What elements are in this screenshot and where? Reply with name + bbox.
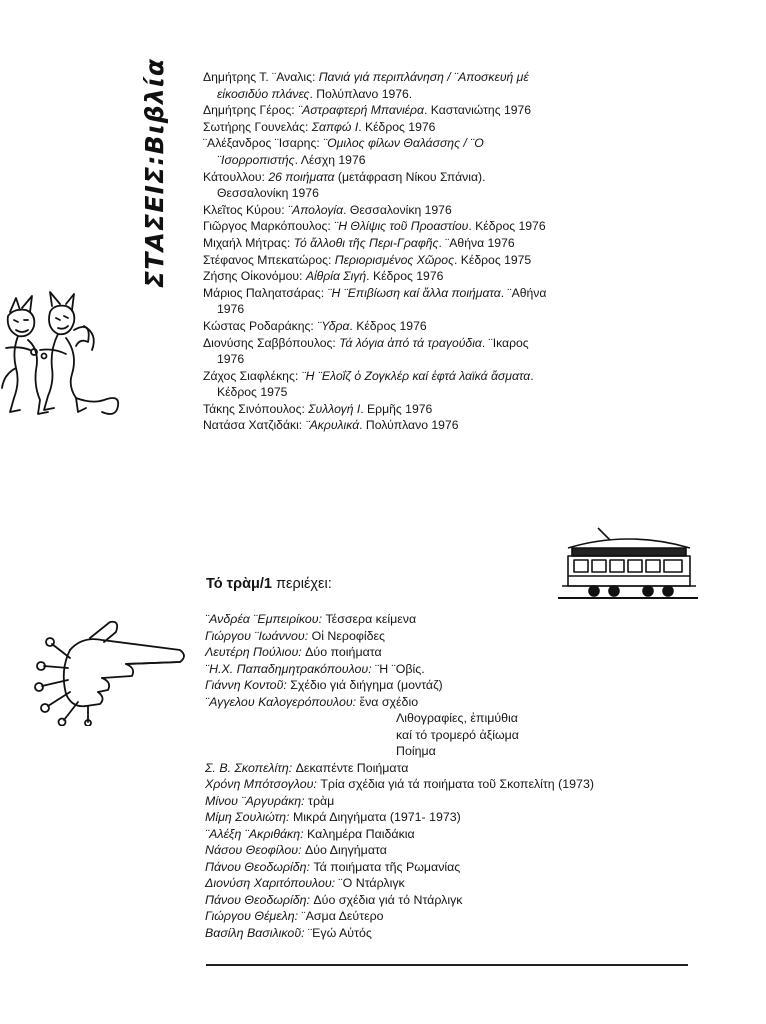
book-entry: Δημήτρης Τ. ¨Αναλις: Πανιά γιά περιπλάνηση / ¨Αποσκευή μέ εἰκοσιδύο πλάνες. Πολύπλανο 1976. bbox=[203, 70, 529, 101]
contents-item: Σ. Β. Σκοπελίτη: Δεκαπέντε Ποιήματα bbox=[205, 760, 409, 775]
book-entry: Ζήσης Οἰκονόμου: Αἰθρία Σιγή. Κέδρος 1976 bbox=[203, 269, 444, 284]
contents-item: ¨Αλέξη ¨Ακριθάκη: Καλημέρα Παιδάκια bbox=[205, 826, 415, 841]
contents-heading: Τό τρὰμ/1 περιέχει: bbox=[206, 576, 332, 592]
contents-item: Βασίλη Βασιλικοῦ: ¨Εγώ Αὐτός bbox=[205, 925, 372, 940]
book-entry: ¨Αλέξανδρος ¨Ισαρης: ¨Ομιλος φίλων Θαλάσσης / ¨Ο ¨Ισορροπιστής. Λέσχη 1976 bbox=[203, 136, 484, 167]
contents-item: ¨Ανδρέα ¨Εμπειρίκου: Τέσσερα κείμενα bbox=[205, 612, 417, 626]
contents-item-continued: καί τό τρομερό ἀξίωμα bbox=[396, 727, 519, 742]
contents-item: Μίνου ¨Αργυράκη: τρὰμ bbox=[205, 793, 335, 808]
contents-item-continued: Ποίημα bbox=[396, 744, 436, 758]
section-title-vertical: ΣΤΑΣΕΙΣ:Βιβλία bbox=[140, 57, 169, 288]
contents-item: Μίμη Σουλιώτη: Μικρά Διηγήματα (1971- 1973) bbox=[205, 810, 461, 824]
book-entry: Μιχαήλ Μήτρας: Τό ἄλλοθι τῆς Περι-Γραφῆς. ¨Αθήνα 1976 bbox=[203, 235, 515, 250]
contents-item: ¨Η.Χ. Παπαδημητρακόπουλου: ¨Η ¨Οβίς. bbox=[205, 661, 425, 676]
book-entry: Διονύσης Σαββόπουλος: Τά λόγια ἀπό τά τραγούδια. ¨Ικαρος 1976 bbox=[203, 335, 529, 367]
bottom-divider bbox=[206, 964, 688, 966]
book-entry: Σωτήρης Γουνελάς: Σαπφώ Ι. Κέδρος 1976 bbox=[203, 119, 436, 134]
contents-item: Γιώργου ¨Ιωάννου: Οἱ Νεροφίδες bbox=[205, 628, 386, 643]
contents-item: Νάσου Θεοφίλου: Δύο Διηγήματα bbox=[205, 843, 387, 857]
contents-item: Γιώργου Θέμελη: ¨Ασμα Δεύτερο bbox=[205, 909, 384, 923]
contents-item: ¨Αγγελου Καλογερόπουλου: ἕνα σχέδιο bbox=[205, 694, 419, 709]
book-entry: Κώστας Ροδαράκης: ¨Υδρα. Κέδρος 1976 bbox=[203, 318, 427, 333]
book-entry: Κλεῖτος Κύρου: ¨Απολογία. Θεσσαλονίκη 1976 bbox=[203, 202, 452, 217]
tram-illustration bbox=[558, 526, 698, 602]
contents-item: Γιάννη Κοντοῦ: Σχέδιο γιά διήγημα (μοντάζ) bbox=[205, 678, 443, 692]
book-entry: Στέφανος Μπεκατώρος: Περιορισμένος Χῶρος. Κέδρος 1975 bbox=[203, 252, 532, 267]
book-entry: Γιῶργος Μαρκόπουλος: ¨Η Θλίψις τοῦ Προαστίου. Κέδρος 1976 bbox=[203, 219, 546, 234]
contents-list bbox=[205, 611, 705, 941]
book-entry: Κάτουλλου: 26 ποιήματα (μετάφραση Νίκου Σπάνια). Θεσσαλονίκη 1976 bbox=[203, 169, 486, 201]
contents-item: Διονύση Χαριτόπουλου: ¨Ο Ντάρλιγκ bbox=[205, 876, 405, 890]
contents-item: Λευτέρη Πούλιου: Δύο ποιήματα bbox=[205, 645, 382, 659]
contents-item: Χρόνη Μπότσογλου: Τρία σχέδια γιά τά ποιήματα τοῦ Σκοπελίτη (1973) bbox=[205, 777, 594, 791]
contents-item: Πάνου Θεοδωρίδη: Δύο σχέδια γιά τό Ντάρλιγκ bbox=[205, 892, 463, 907]
book-entry: Ζάχος Σιαφλέκης: ¨Η ¨Ελοΐζ ὁ Ζογκλέρ καί ἑφτά λαϊκά ἄσματα. Κέδρος 1975 bbox=[203, 368, 534, 400]
book-entry: Τάκης Σινόπουλος: Συλλογή Ι. Ερμῆς 1976 bbox=[203, 401, 433, 416]
books-list bbox=[203, 69, 558, 434]
contents-item-continued: Λιθογραφίες, ἐπιμύθια bbox=[396, 711, 518, 725]
book-entry: Νατάσα Χατζιδάκι: ¨Ακρυλικά. Πολύπλανο 1976 bbox=[203, 418, 459, 433]
book-entry: Δημήτρης Γέρος: ¨Αστραφτερή Μπανιέρα. Καστανιώτης 1976 bbox=[203, 103, 532, 118]
pointing-hand-illustration bbox=[30, 610, 190, 726]
contents-item: Πάνου Θεοδωρίδη: Τά ποιήματα τῆς Ρωμανίας bbox=[205, 859, 461, 874]
devils-illustration bbox=[0, 290, 126, 430]
book-entry: Μάριος Παληατσάρας: ¨Η ¨Επιβίωση καί ἄλλα ποιήματα. ¨Αθήνα 1976 bbox=[203, 285, 547, 317]
